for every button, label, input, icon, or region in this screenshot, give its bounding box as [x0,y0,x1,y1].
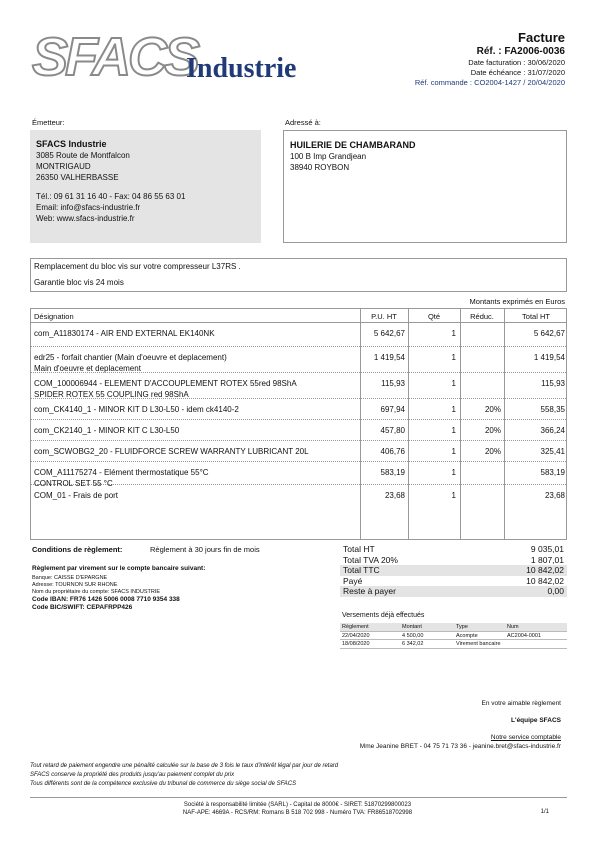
closing-service: Notre service comptable [490,734,561,741]
designation-line1: com_CK4140_1 - MINOR KIT D L30-L50 - idem ck4140-2 [34,405,239,414]
payment-date: 18/08/2020 [342,641,370,647]
footer-line2: NAF-APE: 4669A - RCS/RM: Romans B 518 702 998 - Numéro TVA: FR86518702998 [182,810,413,816]
due-date: Date échéance : 31/07/2020 [470,68,565,77]
row-unit-price: 406,76 [380,447,405,456]
closing-greeting: En votre aimable règlement [481,700,561,707]
bank-address: Adresse: TOURNON SUR RHONE [32,582,118,588]
closing-contact: Mme Jeanine BRET - 04 75 71 73 36 - jeanine.bret@sfacs-industrie.fr [359,743,561,750]
payments-title: Versements déjà effectués [342,612,425,619]
logo-sfacs-text: SFACS [32,27,198,87]
row-discount: 20% [484,405,501,414]
designation-line1: com_SCWOBG2_20 - FLUIDFORCE SCREW WARRANTY LUBRICANT 20L [34,447,309,456]
logo-industrie-text: Industrie [186,53,297,84]
total-row [340,555,567,566]
total-row [340,586,567,597]
designation-line1: COM_100006944 - ELEMENT D'ACCOUPLEMENT ROTEX 55red 98ShA [34,379,297,388]
emitter-email: Email: info@sfacs-industrie.fr [36,203,141,212]
legal-line2: SFACS conserve la propriété des produits jusqu'au paiement complet du prix [30,772,235,778]
bank-transfer-title: Règlement par virement sur le compte bancaire suivant: [32,565,206,572]
legal-line3: Tous différents sont de la compétence exclusive du tribunal de commerce du siège social de SFACS [30,781,297,787]
emitter-address2: MONTRIGAUD [36,162,91,171]
row-unit-price: 457,80 [380,426,405,435]
row-unit-price: 697,94 [380,405,405,414]
total-value: 10 842,02 [526,575,564,586]
emitter-address3: 26350 VALHERBASSE [36,173,119,182]
designation-line1: com_A11830174 - AIR END EXTERNAL EK140NK [34,329,215,338]
row-total: 23,68 [544,491,565,500]
row-designation [34,490,358,501]
row-unit-price: 115,93 [381,379,405,388]
payments-header-date: Règlement [342,624,369,630]
recipient-address1: 100 B Imp Grandjean [290,152,367,161]
emitter-label: Émetteur: [32,118,65,127]
designation-line2: Main d'oeuvre et deplacement [34,364,141,373]
total-label: Total HT [343,544,375,554]
payment-date: 22/04/2020 [342,632,370,639]
payment-row [340,640,567,649]
totals-block [340,544,567,597]
payment-conditions-label: Conditions de règlement: [32,545,123,554]
table-row [31,462,566,488]
invoice-ref: Réf. : FA2006-0036 [476,46,565,57]
table-row [31,420,566,441]
emitter-phone: Tél.: 09 61 31 16 40 - Fax: 04 86 55 63 01 [36,192,186,201]
row-total: 1 419,54 [533,353,565,362]
total-value: 10 842,02 [526,565,564,575]
payments-header [340,623,567,632]
closing-team: L'équipe SFACS [511,717,561,724]
header-designation: Désignation [34,312,74,321]
bank-name: Banque: CAISSE D'EPARGNE [32,575,108,581]
row-quantity: 1 [451,491,456,500]
row-quantity: 1 [451,379,456,388]
row-total: 325,41 [540,447,565,456]
row-unit-price: 5 642,67 [373,329,405,338]
table-row [31,399,566,420]
row-designation [34,328,358,339]
recipient-box [283,130,567,243]
recipient-address2: 38940 ROYBON [290,163,350,172]
header-discount: Réduc. [470,312,494,321]
total-row [340,576,567,587]
company-logo [32,27,322,90]
row-total: 115,93 [541,379,565,388]
total-label: Total TVA 20% [343,554,398,565]
payments-header-num: Num [507,624,519,630]
designation-line2: SPIDER ROTEX 55 COUPLING red 98ShA [34,390,189,399]
recipient-name: HUILERIE DE CHAMBARAND [290,140,416,150]
page-number: 1/1 [540,809,549,815]
iban: Code IBAN: FR76 1426 5006 0008 7710 9354 338 [32,596,180,603]
table-row [31,485,566,500]
table-row [31,347,566,373]
row-unit-price: 1 419,54 [373,353,405,362]
total-row [340,565,567,576]
subject-line2: Garantie bloc vis 24 mois [34,278,124,287]
total-label: Reste à payer [343,586,396,596]
legal-notice [30,762,338,789]
invoice-date: Date facturation : 30/06/2020 [468,58,565,67]
bic: Code BIC/SWIFT: CEPAFRPP426 [32,604,133,611]
emitter-web: Web: www.sfacs-industrie.fr [36,214,135,223]
header-total: Total HT [522,312,550,321]
payments-table [340,623,567,649]
currency-note: Montants exprimés en Euros [469,297,565,306]
row-designation [34,404,358,415]
footer-line1: Société à responsabilité limitée (SARL) - Capital de 8000€ - SIRET: 51870299800023 [183,802,412,808]
row-discount: 20% [484,447,501,456]
table-row [31,323,566,347]
payment-conditions-value: Règlement à 30 jours fin de mois [150,545,260,554]
payment-amount: 6 342,02 [402,641,424,647]
designation-line2: CONTROL SET 55 °C [34,479,113,488]
payment-type: Virement bancaire [456,641,501,647]
header-unit-price: P.U. HT [371,312,397,321]
row-total: 366,24 [540,426,565,435]
row-quantity: 1 [451,329,456,338]
row-designation [34,425,358,436]
row-designation [34,446,358,457]
designation-line1: COM_A11175274 - Elément thermostatique 55°C [34,468,209,477]
total-value: 0,00 [547,586,564,596]
row-unit-price: 583,19 [380,468,405,477]
payment-row [340,632,567,641]
payments-header-amount: Montant [402,624,422,630]
row-designation [34,352,358,374]
row-quantity: 1 [451,405,456,414]
invoice-title: Facture [518,30,565,45]
row-total: 5 642,67 [533,329,565,338]
row-designation [34,378,358,400]
designation-line1: edr25 - forfait chantier (Main d'oeuvre et deplacement) [34,353,227,362]
bank-details [32,575,180,612]
row-discount: 20% [484,426,501,435]
footer-divider [30,797,567,798]
invoice-header [415,30,565,88]
account-owner: Nom du propriétaire du compte: SFACS INDUSTRIE [32,589,161,595]
total-value: 9 035,01 [530,544,564,554]
total-label: Payé [343,575,363,586]
payment-type: Acompte [456,632,478,639]
footer [0,801,595,817]
emitter-address1: 3085 Route de Montfalcon [36,151,130,160]
row-quantity: 1 [451,353,456,362]
row-quantity: 1 [451,426,456,435]
row-quantity: 1 [451,447,456,456]
designation-line1: com_CK2140_1 - MINOR KIT C L30-L50 [34,426,180,435]
total-row [340,544,567,555]
designation-line1: COM_01 - Frais de port [34,491,119,500]
items-table [30,308,567,540]
payments-header-type: Type [456,624,468,630]
order-ref: Réf. commande : CO2004-1427 / 20/04/2020 [414,78,565,87]
row-total: 583,19 [540,468,565,477]
row-unit-price: 23,68 [384,491,405,500]
subject-line1: Remplacement du bloc vis sur votre compresseur L37RS . [34,262,241,271]
total-label: Total TTC [343,565,380,575]
payment-num: AC2004-0001 [507,632,541,639]
row-total: 558,35 [540,405,565,414]
emitter-box [30,130,261,243]
recipient-label: Adressé à: [285,118,321,127]
total-value: 1 807,01 [530,554,564,565]
row-quantity: 1 [451,468,456,477]
legal-line1: Tout retard de paiement engendre une pénalité calculée sur la base de 3 fois le taux d'intérêt légal par jour de retard [30,763,339,769]
payment-amount: 4 500,00 [402,632,424,639]
table-header [31,309,566,323]
table-row [31,441,566,462]
emitter-name: SFACS Industrie [36,139,107,149]
subject-box [30,258,567,292]
table-row [31,373,566,399]
header-quantity: Qté [427,312,441,321]
